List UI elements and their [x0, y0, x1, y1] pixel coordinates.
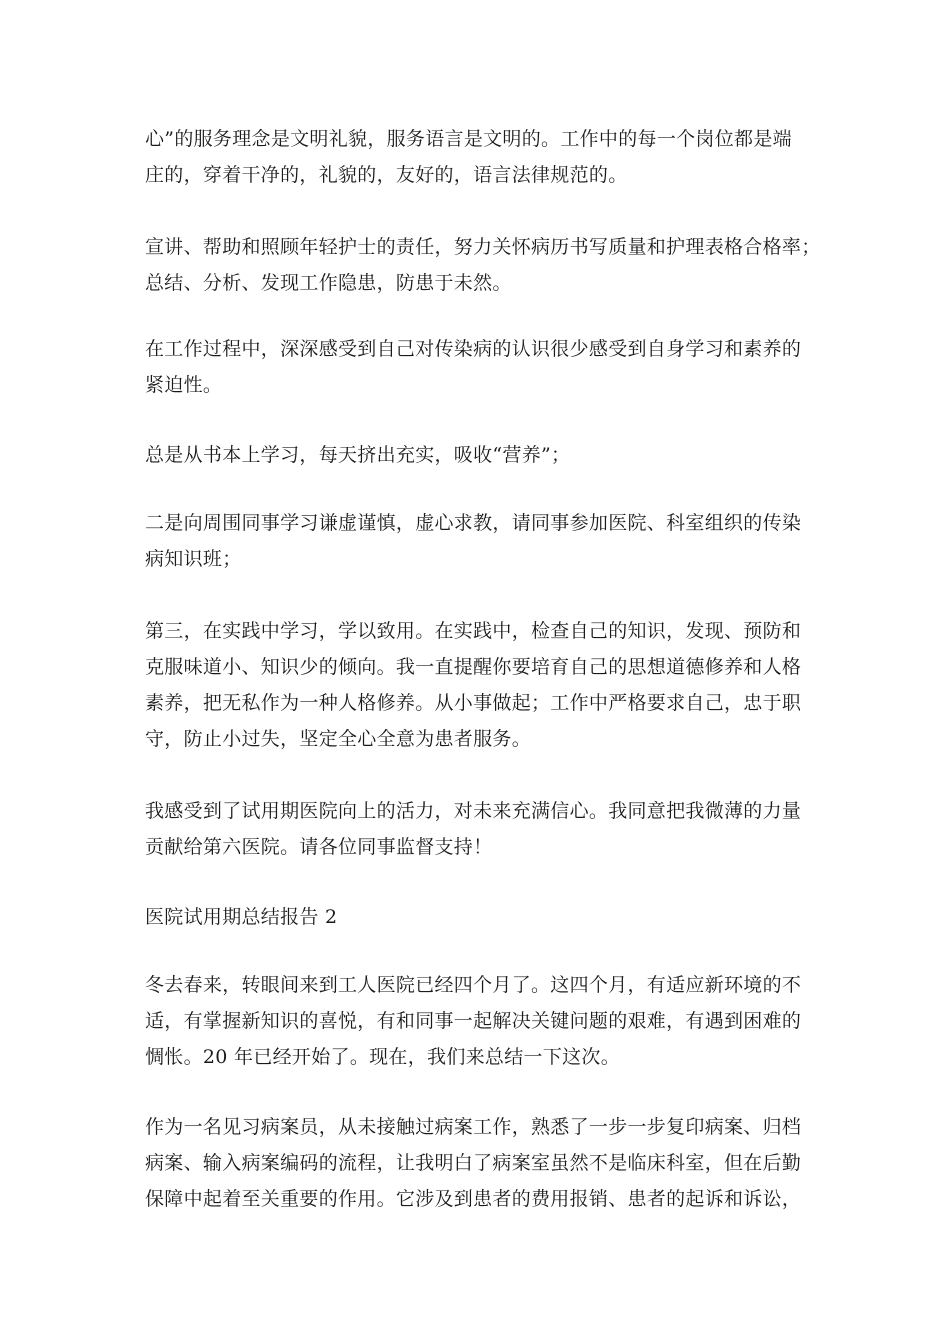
text-line: 适，有掌握新知识的喜悦，有和同事一起解决关键问题的艰难，有遇到困难的 — [145, 1010, 802, 1032]
text-line: 惆怅。20 年已经开始了。现在，我们来总结一下这次。 — [145, 1046, 621, 1068]
text-line: 紧迫性。 — [145, 374, 223, 396]
text-line: 总结、分析、发现工作隐患，防患于未然。 — [145, 272, 512, 294]
text-line: 素养，把无私作为一种人格修养。从小事做起；工作中严格要求自己，忠于职 — [145, 692, 802, 714]
heading-text: 医院试用期总结报告 2 — [145, 906, 338, 928]
text-line: 保障中起着至关重要的作用。它涉及到患者的费用报销、患者的起诉和诉讼， — [145, 1188, 802, 1210]
paragraph-mentoring — [145, 229, 821, 301]
paragraph-practice-learning — [145, 613, 810, 757]
text-line: 克服味道小、知识少的倾向。我一直提醒你要培育自己的思想道德修养和人格 — [145, 656, 802, 678]
text-line: 第三，在实践中学习，学以致用。在实践中，检查自己的知识，发现、预防和 — [145, 620, 802, 642]
text-line: 庄的，穿着干净的，礼貌的，友好的，语言法律规范的。 — [145, 164, 628, 186]
paragraph-service-philosophy — [145, 121, 810, 193]
text-line: 冬去春来，转眼间来到工人医院已经四个月了。这四个月，有适应新环境的不 — [145, 974, 802, 996]
paragraph-colleague-learning — [145, 505, 810, 577]
text-line: 在工作过程中，深深感受到自己对传染病的认识很少感受到自身学习和素养的 — [145, 338, 802, 360]
text-line: 病案、输入病案编码的流程，让我明白了病案室虽然不是临床科室，但在后勤 — [145, 1152, 802, 1174]
paragraph-four-months — [145, 967, 810, 1075]
text-line: 总是从书本上学习，每天挤出充实，吸收“营养”； — [145, 444, 571, 466]
section-heading — [145, 899, 810, 935]
text-line: 心”的服务理念是文明礼貌，服务语言是文明的。工作中的每一个岗位都是端 — [145, 128, 792, 150]
paragraph-book-learning — [145, 437, 810, 473]
paragraph-medical-records — [145, 1109, 810, 1217]
text-line: 二是向周围同事学习谦虚谨慎，虚心求教，请同事参加医院、科室组织的传染 — [145, 512, 802, 534]
text-line: 作为一名见习病案员，从未接触过病案工作，熟悉了一步一步复印病案、归档 — [145, 1116, 802, 1138]
text-line: 我感受到了试用期医院向上的活力，对未来充满信心。我同意把我微薄的力量 — [145, 800, 802, 822]
text-line: 病知识班； — [145, 548, 242, 570]
paragraph-confidence — [145, 793, 810, 865]
paragraph-learning-urgency — [145, 331, 810, 403]
text-line: 贡献给第六医院。请各位同事监督支持！ — [145, 836, 493, 858]
text-line: 宣讲、帮助和照顾年轻护士的责任，努力关怀病历书写质量和护理表格合格率； — [145, 236, 821, 258]
text-line: 守，防止小过失，坚定全心全意为患者服务。 — [145, 728, 532, 750]
